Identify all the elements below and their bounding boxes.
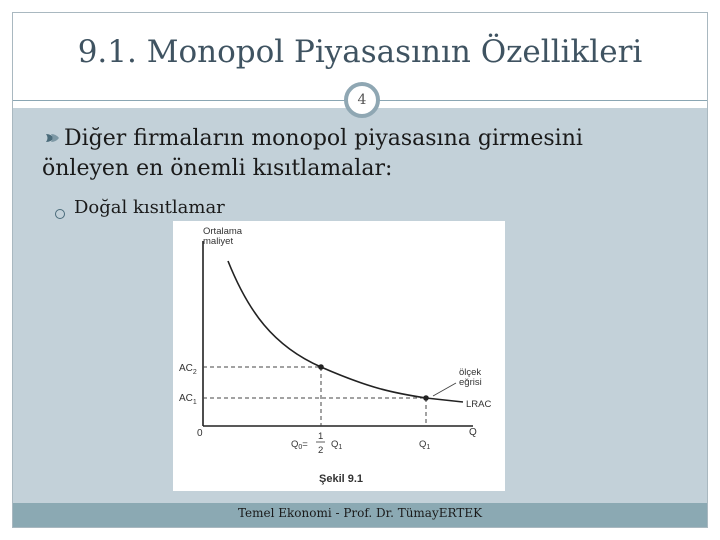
fraction-num: 1 [318,431,324,442]
slide-number: 4 [357,92,367,108]
lrac-figure [173,221,505,491]
label-arrow [433,383,456,396]
point-q1 [423,395,429,401]
ac2-label: $AC_2$ [179,363,197,376]
origin-label: 0 [197,428,203,439]
x-axis-label: Q [469,427,477,438]
bullet-text-main: Diğer firmaların monopol piyasasına girmesini önleyen en önemli kısıtlamalar: [42,126,583,181]
slide-title: 9.1. Monopol Piyasasının Özellikleri [77,34,643,70]
sub-bullet-circle-icon [55,209,65,219]
point-q0 [318,364,324,370]
q1a-label: $Q_1$ [331,439,343,451]
olcek-label-1: ölçek [459,367,482,378]
y-axis-label-2: maliyet [203,236,234,247]
q1b-label: $Q_1$ [419,439,431,451]
lrac-diagram [173,221,505,491]
bullet-text-sub: Doğal kısıtlamar [74,197,225,218]
footer-text: Temel Ekonomi - Prof. Dr. TümayERTEK [237,506,483,520]
olcek-label-2: eğrisi [459,377,482,388]
figure-caption: Şekil 9.1 [319,473,364,485]
lrac-label: LRAC [466,399,492,410]
slide-number-badge [344,82,380,118]
lrac-curve [228,261,463,402]
ac1-label: $AC_1$ [179,393,197,406]
y-axis-label-1: Ortalama [203,226,243,237]
fraction-den: 2 [318,445,324,456]
q0-label: $Q_0=$ [291,439,308,451]
